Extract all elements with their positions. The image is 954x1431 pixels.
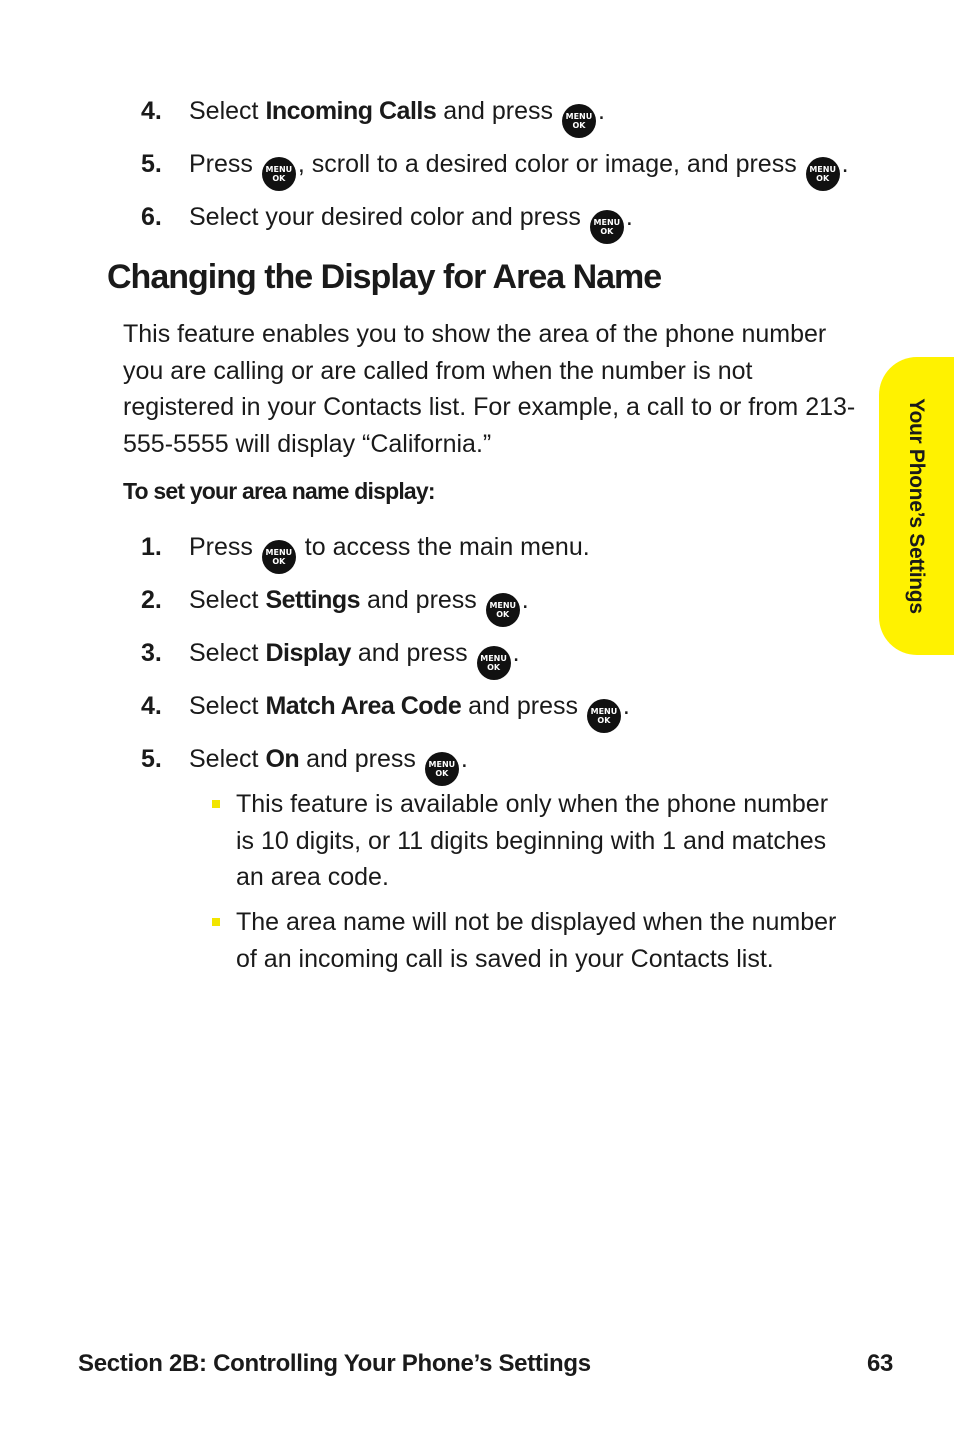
menu-ok-key-icon: MENU OK [262, 157, 296, 191]
menu-ok-key-icon: MENU OK [425, 752, 459, 786]
step-press-main-menu: 1. Press MENU OK to access the main menu. [141, 532, 590, 574]
step-press-scroll-color: 5. Press MENU OK , scroll to a desired color or image, and press MENU OK . [141, 149, 849, 191]
procedure-subheading: To set your area name display: [123, 478, 435, 504]
page-number: 63 [867, 1350, 894, 1377]
menu-ok-key-icon: MENU OK [590, 210, 624, 244]
bullet-square-icon [212, 800, 220, 808]
step-select-match-area-code: 4. Select Match Area Code and press MENU OK . [141, 691, 630, 733]
menu-ok-key-icon: MENU OK [262, 540, 296, 574]
side-tab-label: Your Phone’s Settings [905, 398, 928, 614]
menu-ok-key-icon: MENU OK [486, 593, 520, 627]
intro-paragraph: This feature enables you to show the area of the phone number you are calling or are called from when the number is not registered in your Contacts list. For example, a call to or from 213-555-5555 will display “California.” [123, 320, 856, 458]
step-select-incoming-calls: 4. Select Incoming Calls and press MENU OK . [141, 96, 605, 138]
menu-ok-key-icon: MENU OK [806, 157, 840, 191]
step-select-settings: 2. Select Settings and press MENU OK . [141, 585, 529, 627]
menu-ok-key-icon: MENU OK [562, 104, 596, 138]
bullet-square-icon [212, 918, 220, 926]
section-side-tab [879, 357, 954, 655]
step-select-desired-color: 6. Select your desired color and press MENU OK . [141, 202, 633, 244]
menu-ok-key-icon: MENU OK [587, 699, 621, 733]
note-bullet: The area name will not be displayed when the number of an incoming call is saved in your Contacts list. [236, 904, 846, 977]
step-select-on: 5. Select On and press MENU OK . [141, 744, 468, 786]
section-title: Changing the Display for Area Name [107, 258, 662, 296]
step-select-display: 3. Select Display and press MENU OK . [141, 638, 520, 680]
footer-section-title: Section 2B: Controlling Your Phone’s Settings [78, 1350, 591, 1377]
note-bullet: This feature is available only when the phone number is 10 digits, or 11 digits beginning with 1 and matches an area code. [236, 786, 846, 896]
menu-ok-key-icon: MENU OK [477, 646, 511, 680]
